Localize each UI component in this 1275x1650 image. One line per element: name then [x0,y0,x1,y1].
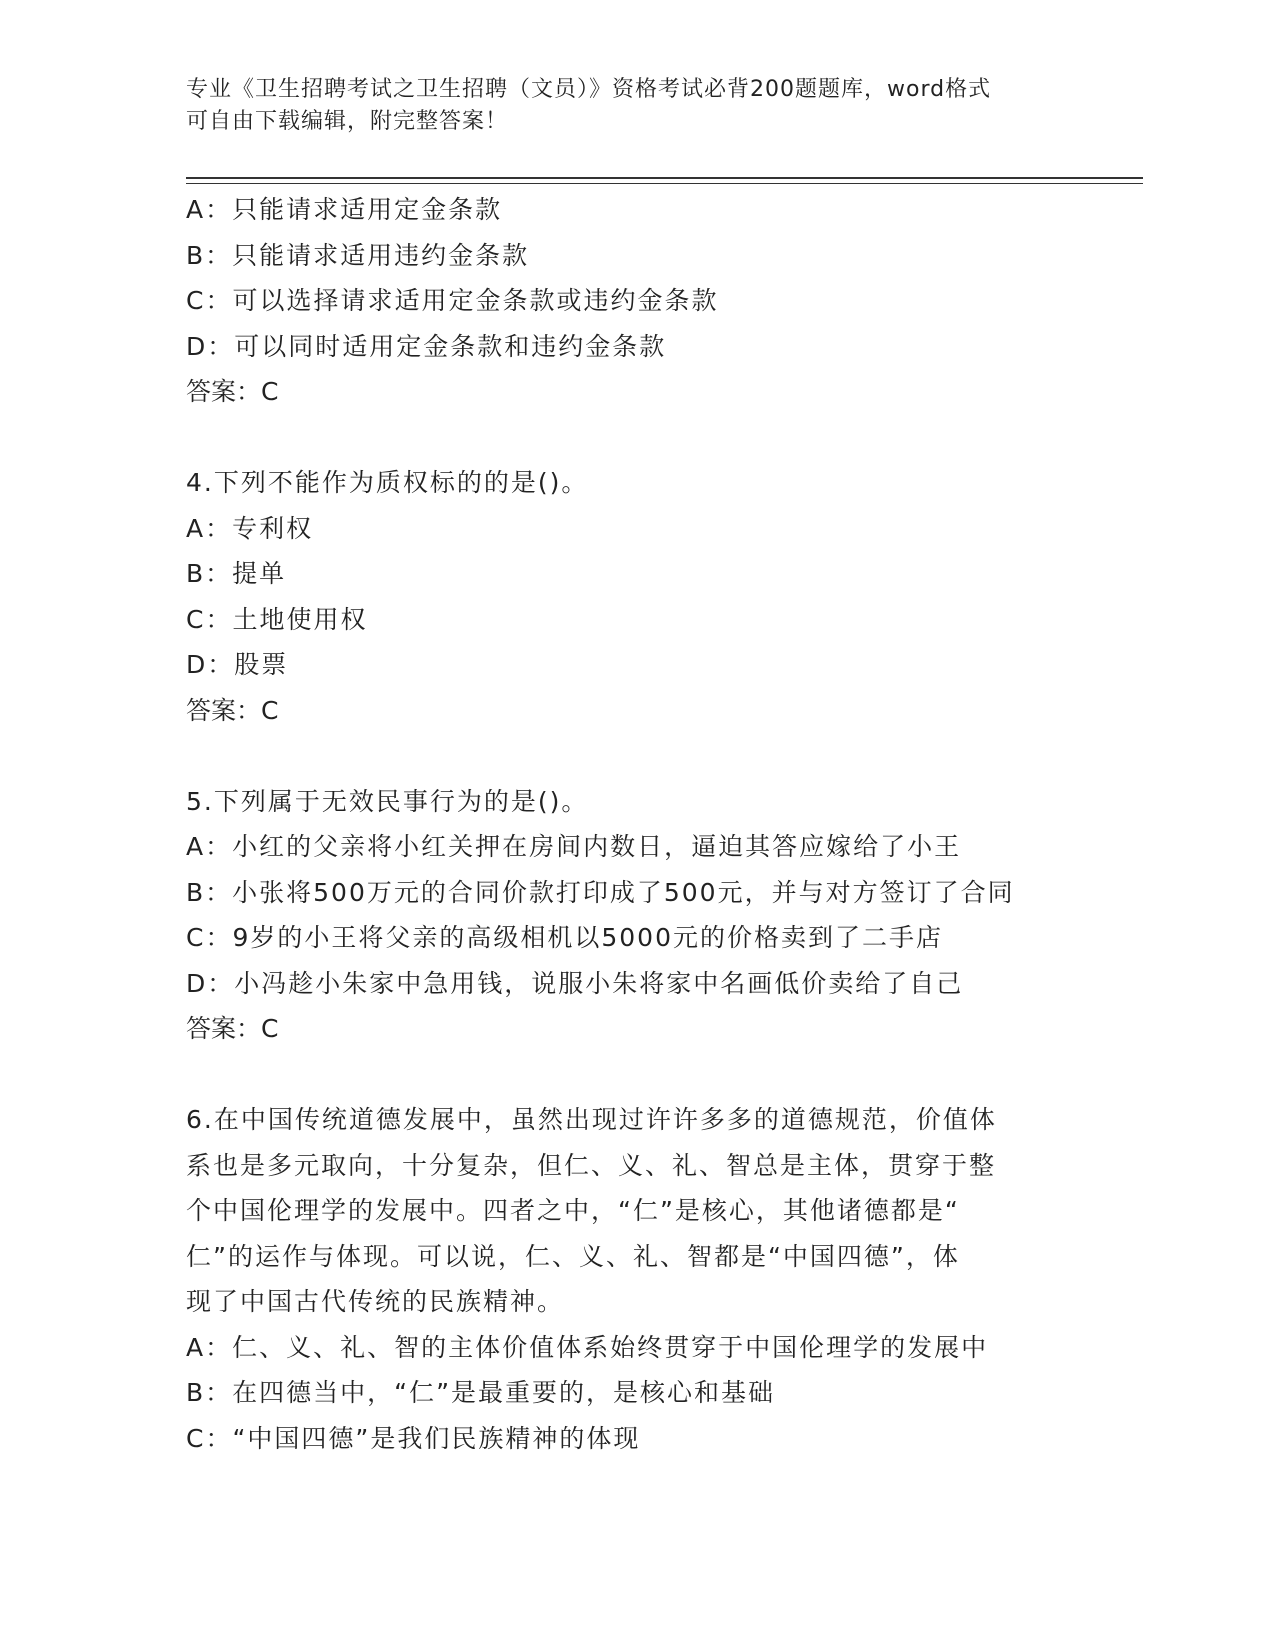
option-b: B：小张将500万元的合同价款打印成了500元，并与对方签订了合同 [186,877,1015,907]
question-6 [186,1097,1106,1461]
question-stem-line-2: 系也是多元取向，十分复杂，但仁、义、礼、智总是主体，贯穿于整 [186,1150,997,1180]
answer: 答案：C [186,377,279,406]
question-stem: 5.下列属于无效民事行为的是()。 [186,786,589,816]
option-a: A：只能请求适用定金条款 [186,195,503,224]
question-3 [186,187,1106,415]
spacer [186,415,1106,461]
option-a: A：仁、义、礼、智的主体价值体系始终贯穿于中国伦理学的发展中 [186,1332,989,1362]
question-stem-line-5: 现了中国古代传统的民族精神。 [186,1287,565,1316]
option-c: C：9岁的小王将父亲的高级相机以5000元的价格卖到了二手店 [186,923,943,952]
option-d: D：小冯趁小朱家中急用钱，说服小朱将家中名画低价卖给了自己 [186,968,964,998]
answer: 答案：C [186,695,279,725]
header-line-1: 专业《卫生招聘考试之卫生招聘（文员）》资格考试必背200题题库，word格式 [186,77,992,102]
document-header [186,74,1066,138]
option-b: B：提单 [186,559,287,588]
question-stem-line-1: 6.在中国传统道德发展中，虽然出现过许许多多的道德规范，价值体 [186,1105,997,1134]
option-c: C：“中国四德”是我们民族精神的体现 [186,1423,641,1453]
option-a: A：小红的父亲将小红关押在房间内数日，逼迫其答应嫁给了小王 [186,832,962,861]
option-d: D：可以同时适用定金条款和违约金条款 [186,331,667,361]
option-c: C：可以选择请求适用定金条款或违约金条款 [186,286,719,315]
spacer [186,733,1106,779]
option-b: B：只能请求适用违约金条款 [186,240,530,270]
question-stem: 4.下列不能作为质权标的的是()。 [186,468,589,497]
answer: 答案：C [186,1014,279,1043]
question-list [186,187,1106,1461]
option-c: C：土地使用权 [186,604,368,634]
option-a: A：专利权 [186,513,314,543]
option-d: D：股票 [186,650,289,679]
question-stem-line-3: 个中国伦理学的发展中。四者之中，“仁”是核心，其他诸德都是“ [186,1196,960,1225]
option-b: B：在四德当中，“仁”是最重要的，是核心和基础 [186,1378,776,1407]
header-divider-thin [186,183,1143,184]
question-stem-line-4: 仁”的运作与体现。可以说，仁、义、礼、智都是“中国四德”，体 [186,1241,960,1271]
header-line-2: 可自由下载编辑，附完整答案！ [186,109,509,134]
header-divider-thick [186,177,1143,179]
question-4 [186,460,1106,733]
spacer [186,1052,1106,1098]
question-5 [186,779,1106,1052]
